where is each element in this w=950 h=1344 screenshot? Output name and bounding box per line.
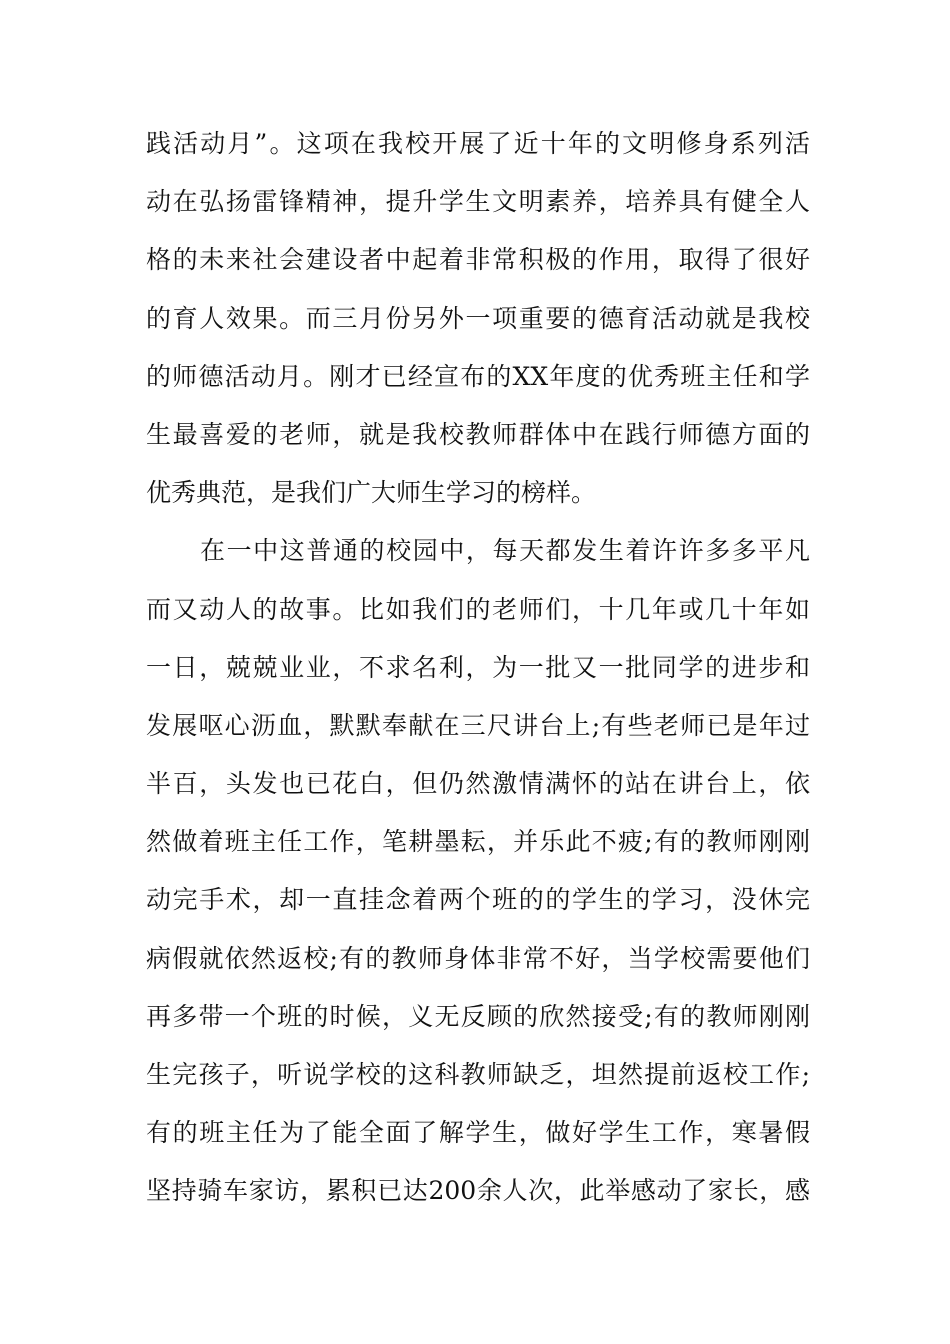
text-line: 发展呕心沥血，默默奉献在三尺讲台上;有些老师已是年过 [146,710,810,740]
text-line: 坚持骑车家访，累积已达200余人次，此举感动了家长，感 [146,1176,810,1206]
text-line: 践活动月”。这项在我校开展了近十年的文明修身系列活 [146,129,810,158]
text-line: 动完手术，却一直挂念着两个班的的学生的学习，没休完 [146,885,810,915]
body-text [146,115,810,1221]
text-line: 优秀典范，是我们广大师生学习的榜样。 [146,478,597,508]
text-line: 有的班主任为了能全面了解学生，做好学生工作，寒暑假 [146,1118,810,1148]
paragraph-2 [146,522,810,1220]
text-line: 在一中这普通的校园中，每天都发生着许许多多平凡 [200,536,810,566]
text-line: 而又动人的故事。比如我们的老师们，十几年或几十年如 [146,594,810,624]
text-line: 动在弘扬雷锋精神，提升学生文明素养，培养具有健全人 [146,187,810,217]
paragraph-1 [146,115,810,522]
text-line: 然做着班主任工作，笔耕墨耘，并乐此不疲;有的教师刚刚 [146,827,810,857]
text-line: 再多带一个班的时候，义无反顾的欣然接受;有的教师刚刚 [146,1001,810,1031]
text-line: 生完孩子，听说学校的这科教师缺乏，坦然提前返校工作; [146,1060,810,1089]
text-line: 的师德活动月。刚才已经宣布的XX年度的优秀班主任和学 [146,361,810,391]
text-line: 生最喜爱的老师，就是我校教师群体中在践行师德方面的 [146,419,810,449]
text-line: 的育人效果。而三月份另外一项重要的德育活动就是我校 [146,303,810,333]
text-line: 病假就依然返校;有的教师身体非常不好，当学校需要他们 [146,943,810,973]
text-line: 一日，兢兢业业，不求名利，为一批又一批同学的进步和 [146,652,810,682]
text-line: 半百，头发也已花白，但仍然激情满怀的站在讲台上，依 [146,769,810,799]
text-line: 格的未来社会建设者中起着非常积极的作用，取得了很好 [146,245,810,275]
